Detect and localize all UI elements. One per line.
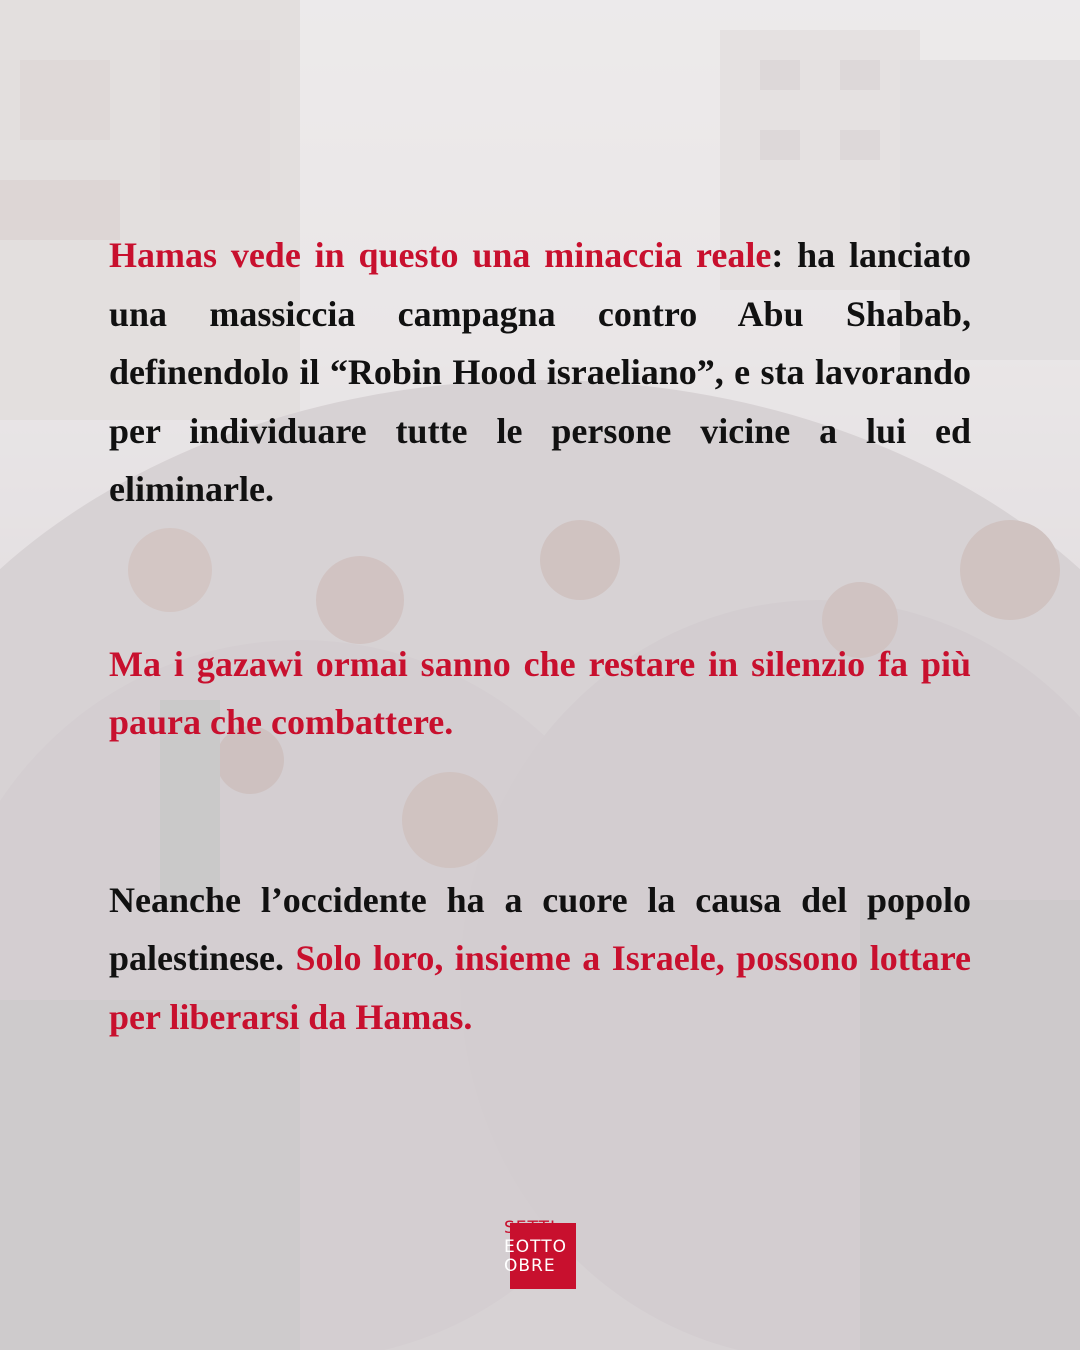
logo-line-1: SETTI	[504, 1218, 557, 1238]
logo-line-3: OBRE	[504, 1256, 556, 1276]
logo-line-2: EOTTO	[504, 1237, 567, 1257]
brand-logo	[504, 1219, 576, 1289]
paragraph-2-highlight: Ma i gazawi ormai sanno che restare in silenzio fa più paura che combattere.	[109, 643, 971, 742]
text-body	[109, 226, 971, 1046]
paragraph-3-highlight: Solo loro, insieme a Israele, possono lottare per liberarsi da Hamas.	[109, 938, 972, 1037]
paragraph-1	[109, 226, 971, 519]
paragraph-3-body: Neanche l’occidente ha a cuore la causa del popolo palestinese.	[109, 879, 971, 978]
paragraph-3	[109, 871, 971, 1047]
paragraph-1-highlight: Hamas vede in questo una minaccia reale	[109, 235, 772, 275]
logo-text	[504, 1219, 576, 1276]
paragraph-1-body: : ha lanciato una massiccia campagna contro Abu Shabab, definendolo il “Robin Hood israeliano”, e sta lavorando per individuare tutte le persone vicine a lui ed eliminarle.	[109, 235, 971, 509]
paragraph-2	[109, 635, 971, 752]
